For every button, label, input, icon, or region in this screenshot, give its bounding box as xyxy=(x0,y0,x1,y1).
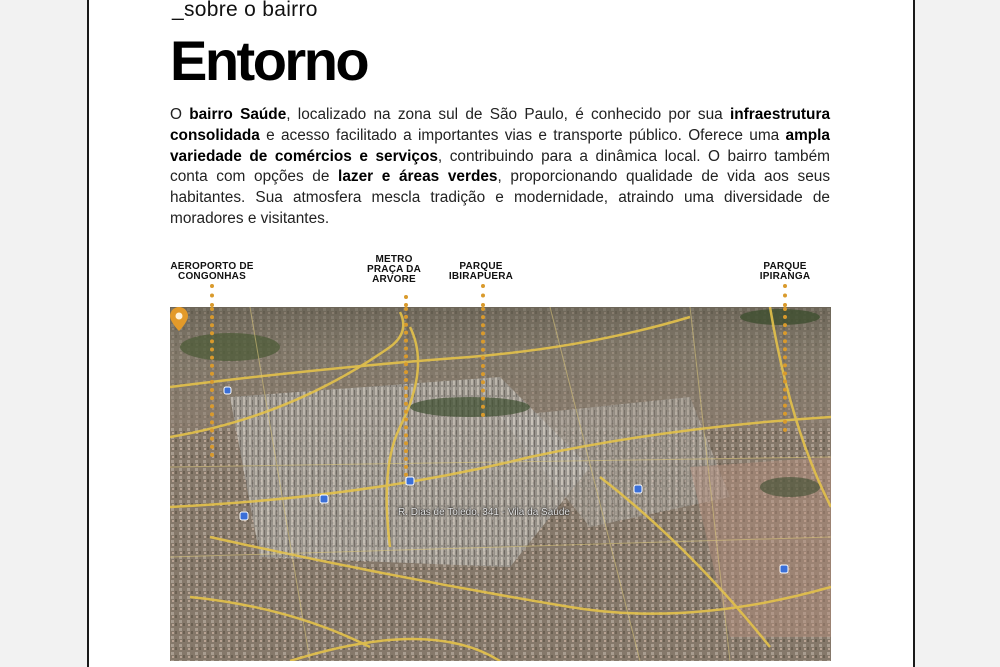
leader-line-metro xyxy=(404,295,408,307)
leader-line-ibirapuera xyxy=(481,284,485,307)
landmark-label-congonhas: AEROPORTO DE CONGONHAS xyxy=(170,261,254,282)
landmark-label-metro: METRO PRAÇA DA ARVORE xyxy=(366,254,421,285)
intro-emphasis: ampla variedade de comércios e serviços xyxy=(170,126,830,165)
intro-text: , contribuindo para a dinâmica local. O bairro também conta com opções de xyxy=(170,147,830,186)
intro-emphasis: bairro Saúde xyxy=(189,106,287,123)
leader-line-congonhas xyxy=(210,284,214,307)
landmark-label-ipiranga: PARQUE IPIRANGA xyxy=(759,261,811,282)
aerial-map xyxy=(170,307,831,661)
aerial-map-image xyxy=(170,307,831,661)
transit-icon xyxy=(224,387,231,394)
intro-text: , localizado na zona sul de São Paulo, é conhecido por sua xyxy=(286,106,730,123)
intro-text: , proporcionando qualidade de vida aos seus habitantes. Sua atmosfera mescla tradição e modernidade, atraindo uma diversidade de moradores e visitantes. xyxy=(170,168,831,227)
leader-line-ipiranga xyxy=(783,284,787,307)
intro-text: O xyxy=(170,106,190,123)
map-pin-label: R. Dias de Toledo, 341 - Vila da Saúde xyxy=(398,507,570,518)
transit-icon xyxy=(780,565,788,573)
transit-icon xyxy=(320,495,328,503)
landmark-label-ibirapuera: PARQUE IBIRAPUERA xyxy=(448,261,514,282)
intro-emphasis: lazer e áreas verdes xyxy=(338,168,498,186)
intro-emphasis: infraestrutura consolidada xyxy=(170,106,830,144)
transit-icon xyxy=(240,512,248,520)
intro-text: e acesso facilitado a importantes vias e transporte público. Oferece uma xyxy=(259,126,786,144)
transit-icon xyxy=(406,477,414,485)
leader-line-metro-map xyxy=(404,307,408,477)
leader-line-ibirapuera-map xyxy=(481,307,485,417)
page-title: Entorno xyxy=(170,29,368,92)
transit-icon xyxy=(634,485,642,493)
leader-line-ipiranga-map xyxy=(783,307,787,432)
leader-line-congonhas-map xyxy=(210,307,214,457)
section-kicker: _sobre o bairro xyxy=(172,0,318,21)
map-pin-icon xyxy=(170,307,188,331)
document-page xyxy=(87,0,915,667)
intro-paragraph xyxy=(170,105,830,230)
